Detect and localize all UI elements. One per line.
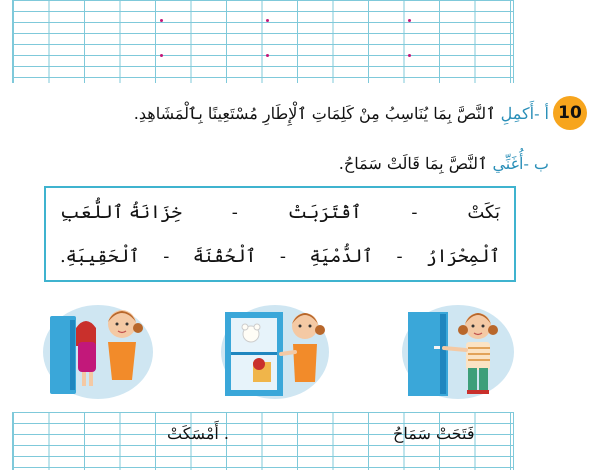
grid-dot	[266, 19, 269, 22]
instruction-a-verb: أَكمِلِ	[500, 104, 535, 123]
grid-dot	[408, 19, 411, 22]
scene-girl-opening-locker	[400, 302, 516, 402]
instruction-b	[339, 154, 549, 173]
word-item: ٱلْحُقْنَةَ	[192, 246, 257, 267]
word-separator: -	[396, 246, 403, 267]
girl-shirt	[466, 342, 490, 370]
girl-face	[292, 313, 318, 339]
caption-second: . أَمْسَكَتْ	[167, 424, 230, 443]
word-item: خِزَانَةُ ٱللُّعَبِ	[60, 202, 182, 223]
word-separator: -	[231, 202, 238, 223]
word-separator: -	[163, 246, 170, 267]
scene-girl-holding-doll	[42, 302, 154, 402]
caption-first: فَتَحَتْ سَمَاحُ	[393, 424, 475, 443]
scene-girl-at-toy-cupboard	[219, 302, 331, 402]
instruction-a-text: ٱلنَّصَّ بِمَا يُنَاسِبُ مِنْ كَلِمَاتِ ٱلْإِطَارِ مُسْتَعِينًا بِٱلْمَشَاهِدِ.	[133, 104, 501, 123]
instruction-b-verb: أُغَنِّي	[492, 154, 524, 173]
word-item: ٱلدُّمْيَةِ	[309, 246, 373, 267]
word-item: ٱلْمِحْرَارُ	[426, 246, 500, 267]
instruction-a-marker: أ -	[534, 104, 549, 123]
instruction-b-text: ٱلنَّصَّ بِمَا قَالَتْ سَمَاحُ.	[338, 154, 493, 173]
instruction-a	[134, 104, 549, 123]
word-separator: -	[279, 246, 286, 267]
word-item: بَكَتْ	[467, 202, 500, 223]
girl-trousers	[468, 368, 477, 390]
word-box-row	[60, 246, 500, 267]
word-box	[44, 186, 516, 282]
girl-dress	[293, 344, 317, 382]
exercise-number-badge: 10	[553, 96, 587, 130]
word-separator: -	[411, 202, 418, 223]
grid-dot	[266, 54, 269, 57]
girl-dress	[108, 342, 136, 380]
word-item: ٱلْحَقِيبَةِ.	[60, 246, 140, 267]
doll-dress	[78, 342, 96, 372]
locker-handle	[434, 346, 440, 349]
grid-dot	[408, 54, 411, 57]
writing-grid-top	[12, 0, 514, 83]
grid-dot	[160, 54, 163, 57]
word-box-row	[60, 202, 500, 223]
word-item: ٱقْتَرَبَتْ	[287, 202, 362, 223]
grid-dot	[160, 19, 163, 22]
instruction-b-marker: ب -	[523, 154, 549, 173]
girl-face	[108, 310, 136, 338]
